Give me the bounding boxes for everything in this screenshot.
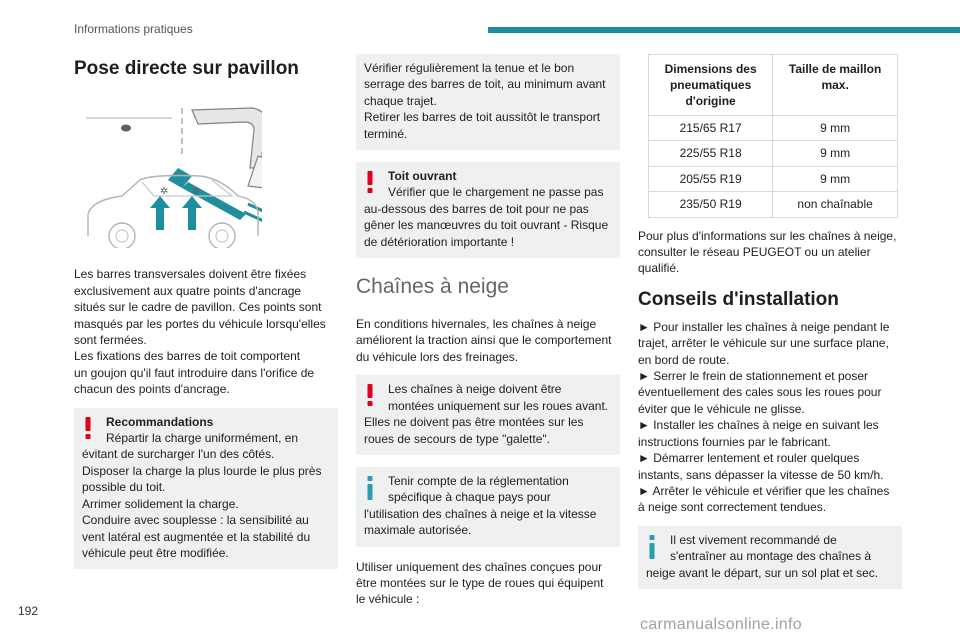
column-middle	[356, 54, 620, 618]
watermark: carmanualsonline.info	[640, 616, 802, 633]
exclamation-warning-icon	[366, 171, 374, 197]
table-header-tyre-size: Dimensions des pneumatiques d'origine	[649, 55, 773, 116]
chains-usage-paragraph: Utiliser uniquement des chaînes conçues pour être montées sur le type de roues qui équipent le véhicule :	[356, 559, 604, 607]
column-left	[74, 54, 338, 581]
table-row: 205/55 R19 9 mm	[649, 166, 898, 191]
running-header: Informations pratiques	[74, 22, 193, 36]
regulation-info-box: Tenir compte de la réglementation spécifique à chaque pays pour l'utilisation des chaînes à neige et la vitesse maximale autorisée.	[356, 467, 620, 547]
exclamation-warning-icon	[84, 417, 92, 443]
section-title-roof-mount: Pose directe sur pavillon	[74, 58, 299, 79]
section-title-installation: Conseils d'installation	[638, 288, 839, 310]
svg-text:✲: ✲	[160, 186, 169, 197]
exclamation-warning-icon	[366, 384, 374, 410]
page-number: 192	[18, 604, 39, 618]
info-icon	[648, 535, 656, 563]
section-title-snow-chains: Chaînes à neige	[356, 275, 509, 299]
table-row: 235/50 R19 non chaînable	[649, 192, 898, 217]
roof-mount-paragraph: Les barres transversales doivent être fixées exclusivement aux quatre points d'ancrage situés sur le cadre de pavillon. Ces points sont masqués par les portes du véhicule lorsqu'elles sont fermées. Les fixations des barres de toit comportent un goujon qu'il faut introduire dans l'orifice de chacun des points d'ancrage.	[74, 267, 326, 397]
front-wheels-warning-box: Les chaînes à neige doivent être montées uniquement sur les roues avant. Elles ne doivent pas être montées sur les roues de secours de type "galette".	[356, 375, 620, 455]
sunroof-warning-box: Toit ouvrant Vérifier que le chargement ne passe pas au-dessous des barres de toit pour ne pas gêner les manœuvres du toit ouvrant - Risque de détérioration importante !	[356, 162, 620, 258]
practice-info-box: Il est vivement recommandé de s'entraîner au montage des chaînes à neige avant le départ, sur un sol plat et sec.	[638, 526, 902, 589]
recommendations-warning-box: Recommandations Répartir la charge uniformément, en évitant de surcharger l'un des côtés. Disposer la charge la plus lourde le plus près possible du toit. Arrimer solidement la charge. Conduire avec souplesse : la sensibilité au vent latéral est augmentée et la stabilité du véhicule peut être modifiée.	[74, 408, 338, 570]
warning-title: Recommandations	[106, 414, 214, 429]
header-accent-bar	[488, 27, 960, 33]
tyre-chain-table	[648, 54, 898, 218]
svg-text:✲: ✲	[192, 186, 201, 197]
snow-chains-intro: En conditions hivernales, les chaînes à neige améliorent la traction ainsi que le comportement du véhicule lors des freinages.	[356, 317, 612, 364]
roof-bar-illustration	[82, 96, 338, 252]
table-header-link-size: Taille de maillon max.	[773, 55, 898, 116]
installation-steps: ► Pour installer les chaînes à neige pendant le trajet, arrêter le véhicule sur une surface plane, en bord de route. ► Serrer le frein de stationnement et poser éventuellement des cales sous les roues pour éviter que le véhicule ne glisse. ► Installer les chaînes à neige en suivant les instructions fournies par le fabricant. ► Démarrer lentement et rouler quelques instants, sans dépasser la vitesse de 50 km/h. ► Arrêter le véhicule et vérifier que les chaînes à neige sont correctement tendues.	[638, 319, 890, 515]
check-bars-box: Vérifier régulièrement la tenue et le bon serrage des barres de toit, au minimum avant chaque trajet. Retirer les barres de toit aussitôt le transport terminé.	[356, 54, 620, 150]
info-icon	[366, 476, 374, 504]
warning-title: Toit ouvrant	[388, 169, 457, 184]
car-roof-diagram-icon	[82, 96, 262, 248]
more-info-paragraph: Pour plus d'informations sur les chaînes à neige, consulter le réseau PEUGEOT ou un atelier qualifié.	[638, 228, 897, 276]
table-row: 215/65 R17 9 mm	[649, 116, 898, 141]
column-right	[638, 54, 902, 601]
table-row: 225/55 R18 9 mm	[649, 141, 898, 166]
table-header-row	[649, 55, 898, 116]
